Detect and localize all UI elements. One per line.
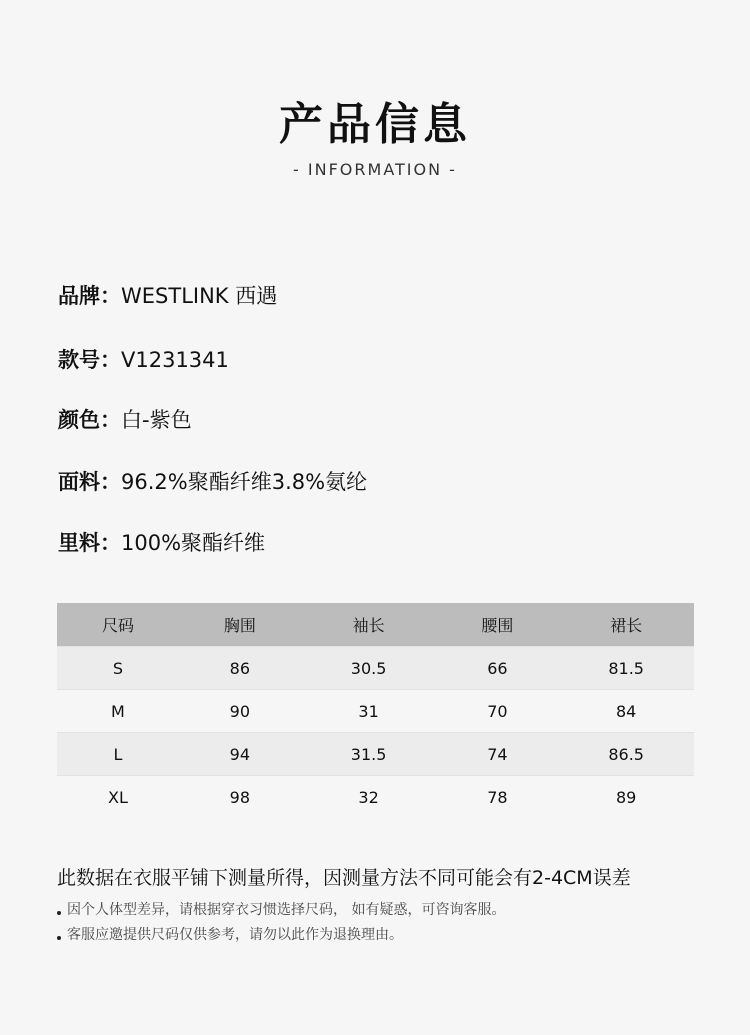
table-row	[57, 690, 694, 733]
info-value: WESTLINK 西遇	[121, 284, 278, 308]
info-label: 里料：	[58, 531, 121, 555]
table-cell: 89	[558, 776, 694, 819]
info-value: 白-紫色	[121, 408, 192, 432]
page-title: 产品信息	[279, 99, 471, 150]
list-item	[57, 923, 505, 948]
table-cell: 31	[301, 690, 437, 733]
table-cell: 31.5	[301, 733, 437, 776]
table-cell: S	[57, 647, 179, 690]
bullet-icon	[57, 936, 61, 940]
note-text: 客服应邀提供尺码仅供参考，请勿以此作为退换理由。	[67, 927, 403, 943]
info-label: 品牌：	[58, 284, 121, 308]
table-cell: XL	[57, 776, 179, 819]
table-cell: 86.5	[558, 733, 694, 776]
info-value: 100%聚酯纤维	[121, 531, 266, 555]
list-item	[57, 898, 505, 923]
info-style-number	[58, 344, 229, 374]
info-fabric	[58, 466, 367, 496]
table-header-cell: 腰围	[436, 603, 558, 647]
info-lining	[58, 527, 265, 557]
table-row	[57, 733, 694, 776]
size-table	[57, 603, 694, 818]
table-cell: 78	[436, 776, 558, 819]
info-color	[58, 404, 192, 434]
info-value: 96.2%聚酯纤维3.8%氨纶	[121, 470, 368, 494]
table-cell: 90	[179, 690, 301, 733]
table-cell: 30.5	[301, 647, 437, 690]
table-cell: 86	[179, 647, 301, 690]
table-cell: 84	[558, 690, 694, 733]
table-cell: 94	[179, 733, 301, 776]
measurement-note: 此数据在衣服平铺下测量所得，因测量方法不同可能会有2-4CM误差	[57, 867, 631, 889]
table-cell: 81.5	[558, 647, 694, 690]
info-value: V1231341	[121, 348, 229, 372]
table-cell: 70	[436, 690, 558, 733]
info-label: 面料：	[58, 470, 121, 494]
info-brand	[58, 280, 277, 310]
table-cell: 32	[301, 776, 437, 819]
page-subtitle: - INFORMATION -	[293, 160, 457, 179]
table-cell: 66	[436, 647, 558, 690]
table-cell: 98	[179, 776, 301, 819]
info-label: 颜色：	[58, 408, 121, 432]
table-row	[57, 647, 694, 690]
table-header-cell: 裙长	[558, 603, 694, 647]
table-header-cell: 袖长	[301, 603, 437, 647]
note-text: 因个人体型差异，请根据穿衣习惯选择尺码， 如有疑惑，可咨询客服。	[67, 902, 506, 918]
table-header-cell: 胸围	[179, 603, 301, 647]
table-header-row	[57, 603, 694, 647]
table-cell: M	[57, 690, 179, 733]
table-row	[57, 776, 694, 819]
table-cell: 74	[436, 733, 558, 776]
bullet-icon	[57, 911, 61, 915]
info-label: 款号：	[58, 348, 121, 372]
table-header-cell: 尺码	[57, 603, 179, 647]
table-cell: L	[57, 733, 179, 776]
note-list	[57, 898, 505, 948]
